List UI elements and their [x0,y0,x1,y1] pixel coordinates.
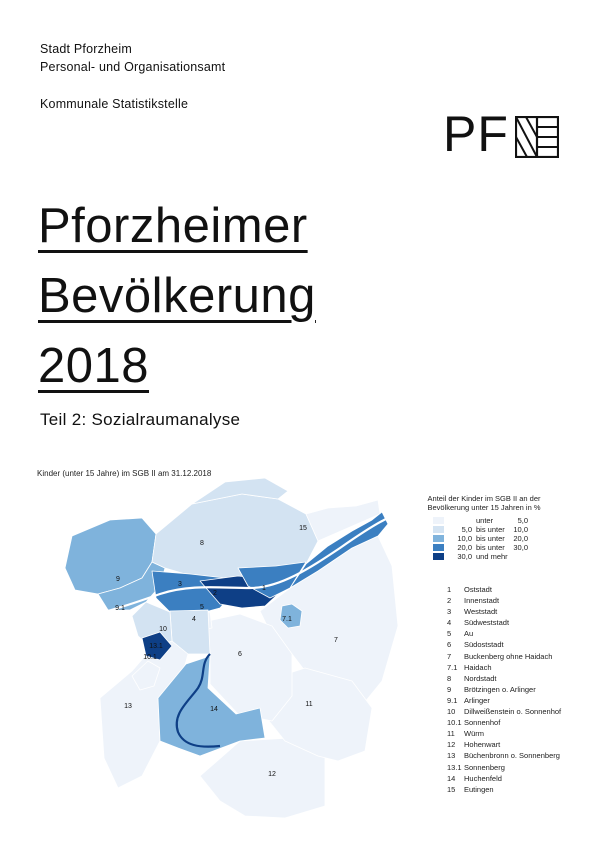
district-list-item [447,784,561,795]
map-label-9-1: 9.1 [115,605,125,612]
district-name: Oststadt [464,585,492,594]
district-name: Innenstadt [464,596,500,606]
district-list-item [447,673,561,684]
district-name: Buckenberg ohne Haidach [464,651,553,661]
map-label-12: 12 [268,771,276,778]
district-name: Dillweißenstein o. Sonnenhof [464,707,562,717]
district-name: Südoststadt [464,640,504,650]
legend-row [410,516,558,525]
legend-row [410,552,558,561]
map-label-6: 6 [238,651,242,658]
district-list-item [447,717,561,728]
pforzheim-logo [443,106,561,162]
district-name: Hohenwart [464,740,501,750]
legend-word: bis unter [476,525,505,534]
district-list-item [447,762,561,773]
district-number: 5 [447,629,452,639]
district-number: 1 [447,585,452,594]
district-name: Eutingen [464,784,494,794]
district-name: Au [464,629,474,639]
map-label-14: 14 [210,706,218,713]
district-number: 10 [447,707,456,717]
map-label-5: 5 [200,604,204,611]
legend-from: 30,0 [457,552,472,561]
legend-word: und mehr [476,552,508,561]
legend-swatch [433,526,444,533]
district-number: 3 [447,607,452,617]
legend-from: 10,0 [457,534,472,543]
subtitle: Teil 2: Sozialraumanalyse [40,410,241,429]
unit-name: Kommunale Statistikstelle [40,97,189,111]
legend-to: 5,0 [517,516,528,525]
map-legend [410,494,558,561]
district-number: 10.1 [447,718,462,728]
district-name: Haidach [464,662,492,672]
org-name: Stadt Pforzheim [40,42,132,56]
district-list-item [447,651,561,662]
district-name: Büchenbronn o. Sonnenberg [464,751,560,761]
district-name: Weststadt [464,607,498,617]
legend-from: 5,0 [461,525,472,534]
legend-row [410,525,558,534]
district-number: 15 [447,784,456,794]
district-name: Huchenfeld [464,773,502,783]
district-list-item [447,628,561,639]
legend-word: bis unter [476,534,505,543]
legend-word: bis unter [476,543,505,552]
district-number: 8 [447,673,452,683]
district-name: Südweststadt [464,618,510,628]
title-line-1: Pforzheimer [38,199,308,253]
legend-swatch [433,553,444,560]
map-label-7-1: 7.1 [282,616,292,623]
district-name: Arlinger [464,695,490,705]
district-list-item [447,684,561,695]
district-list-item [447,662,561,673]
legend-swatch [433,544,444,551]
map-label-4: 4 [192,616,196,623]
department-name: Personal- und Organisationsamt [40,60,226,74]
map-caption: Kinder (unter 15 Jahre) im SGB II am 31.12.2018 [37,469,212,478]
district-choropleth-map [60,476,405,821]
legend-to: 30,0 [513,543,528,552]
district-number: 4 [447,618,452,628]
district-list-item [447,695,561,706]
legend-word: unter [476,516,494,525]
map-label-11: 11 [305,701,313,708]
district-list-item [447,750,561,761]
district-number: 13.1 [447,762,462,772]
map-label-13: 13 [124,703,132,710]
legend-row [410,534,558,543]
district-name: Würm [464,729,484,739]
district-list-item [447,739,561,750]
district-list-item [447,639,561,650]
district-number: 12 [447,740,456,750]
district-name: Nordstadt [464,673,497,683]
legend-to: 10,0 [513,525,528,534]
map-label-10-1: 10.1 [143,654,157,661]
district-list-item [447,728,561,739]
district-list-item [447,584,561,595]
title-line-2: Bevölkerung [38,269,316,323]
district-list-item [447,617,561,628]
map-label-9: 9 [116,576,120,583]
legend-from: 20,0 [457,543,472,552]
district-number: 7.1 [447,662,458,672]
logo-text: PF [443,106,509,162]
district-list-item [447,706,561,717]
district-number: 9.1 [447,695,458,705]
district-number: 6 [447,640,452,650]
legend-swatch [433,517,444,524]
district-list-item [447,606,561,617]
district-list [447,584,561,795]
district-list-item [447,595,561,606]
district-name: Brötzingen o. Arlinger [464,684,536,694]
district-number: 14 [447,773,456,783]
map-label-15: 15 [299,525,307,532]
district-number: 11 [447,729,455,739]
map-label-1: 1 [262,585,266,592]
district-number: 7 [447,651,452,661]
map-label-8: 8 [200,540,204,547]
legend-title: Anteil der Kinder im SGB II an der Bevölkerung unter 15 Jahren in % [427,494,541,512]
logo-mark-icon [515,116,559,158]
district-number: 9 [447,684,452,694]
district-name: Sonnenberg [464,762,505,772]
legend-row [410,543,558,552]
district-number: 2 [447,596,452,606]
map-label-2: 2 [213,590,217,597]
title-line-3: 2018 [38,339,150,393]
district-list-item [447,773,561,784]
legend-to: 20,0 [513,534,528,543]
map-label-13-1: 13.1 [149,643,163,650]
legend-swatch [433,535,444,542]
district-number: 13 [447,751,456,761]
map-label-3: 3 [178,581,182,588]
map-label-7: 7 [334,637,338,644]
district-name: Sonnenhof [464,718,501,728]
map-label-10: 10 [159,626,167,633]
